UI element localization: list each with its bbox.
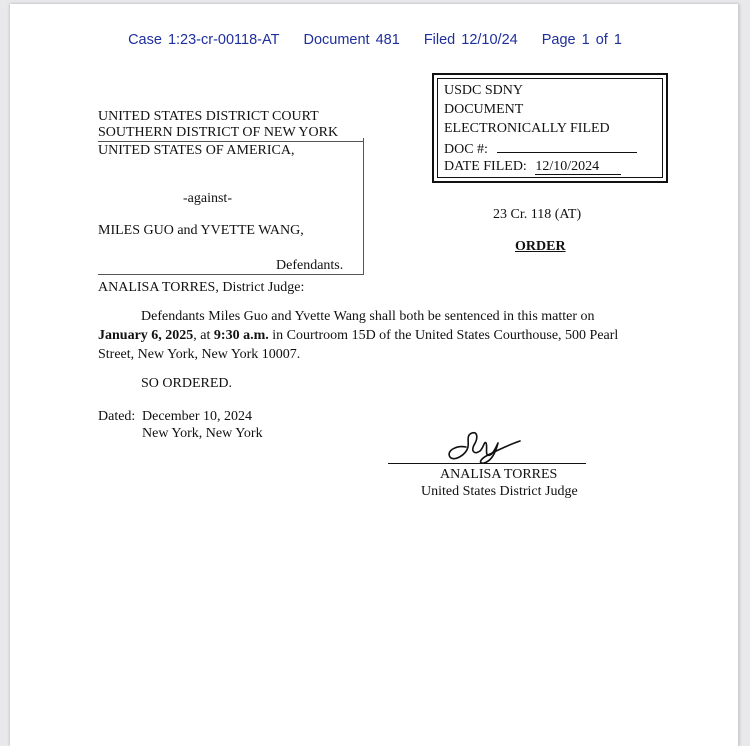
dated-label: Dated: xyxy=(98,409,136,424)
defendants-label: Defendants. xyxy=(276,258,344,273)
judge-address: ANALISA TORRES, District Judge: xyxy=(98,280,305,295)
court-name: UNITED STATES DISTRICT COURT xyxy=(98,109,319,124)
signature-line xyxy=(388,463,586,464)
order-paragraph-line1: Defendants Miles Guo and Yvette Wang shall both be sentenced in this matter on xyxy=(141,309,595,324)
court-district: SOUTHERN DISTRICT OF NEW YORK xyxy=(98,124,363,142)
filing-stamp xyxy=(432,73,668,183)
stamp-date-label: DATE FILED: xyxy=(444,159,527,174)
page-count-header: Page 1 of 1 xyxy=(541,32,622,48)
stamp-doc-label: DOC #: xyxy=(444,142,488,157)
ecf-header xyxy=(0,32,750,48)
signer-title: United States District Judge xyxy=(421,484,578,499)
docket-number: 23 Cr. 118 (AT) xyxy=(493,207,582,222)
so-ordered: SO ORDERED. xyxy=(141,376,233,391)
dated-date: December 10, 2024 xyxy=(142,409,253,424)
sentencing-time: 9:30 a.m. xyxy=(213,328,269,343)
order-text-at: , at xyxy=(193,328,214,343)
stamp-document: DOCUMENT xyxy=(444,102,524,117)
stamp-doc-blank xyxy=(497,139,637,153)
defendants-names: MILES GUO and YVETTE WANG, xyxy=(98,223,304,238)
order-title: ORDER xyxy=(515,239,566,254)
stamp-court: USDC SDNY xyxy=(444,83,523,98)
stamp-date-value: 12/10/2024 xyxy=(535,159,621,175)
signer-name: ANALISA TORRES xyxy=(440,467,558,482)
stamp-doc-number xyxy=(444,139,637,158)
order-paragraph-line2 xyxy=(98,326,618,345)
stamp-date-filed xyxy=(444,158,621,175)
filed-date-header: Filed 12/10/24 xyxy=(423,32,518,48)
order-text-courtroom: in Courtroom 15D of the United States Courthouse, 500 Pearl xyxy=(268,328,619,343)
document-number-header: Document 481 xyxy=(303,32,400,48)
dated-place: New York, New York xyxy=(142,426,263,441)
plaintiff-name: UNITED STATES OF AMERICA, xyxy=(98,143,295,158)
judge-signature xyxy=(438,425,528,465)
stamp-efiled: ELECTRONICALLY FILED xyxy=(444,121,610,136)
sentencing-date: January 6, 2025 xyxy=(98,328,194,343)
against-text: -against- xyxy=(183,191,232,206)
order-paragraph-line3: Street, New York, New York 10007. xyxy=(98,347,301,362)
case-number-header: Case 1:23-cr-00118-AT xyxy=(128,32,280,48)
